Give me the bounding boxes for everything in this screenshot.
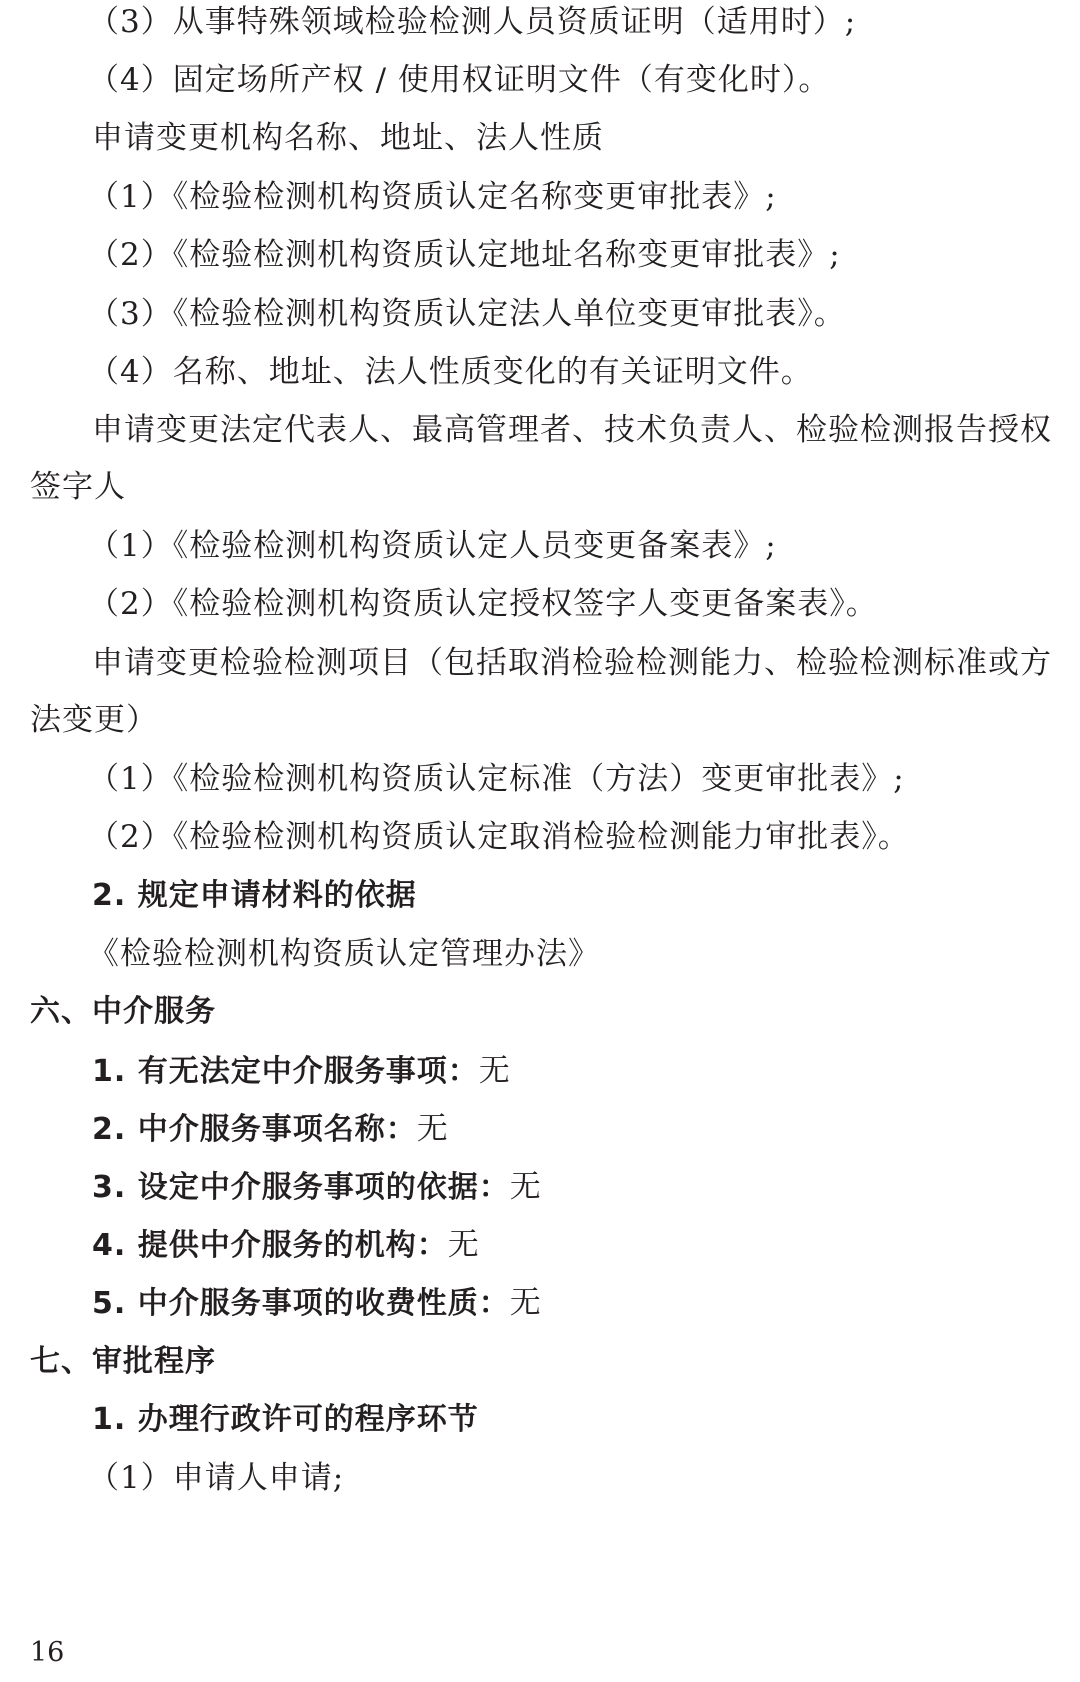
list-item (92, 1225, 480, 1266)
item-label: 5. 中介服务事项的收费性质： (92, 1286, 510, 1321)
text-line: （3）《检验检测机构资质认定法人单位变更审批表》。 (88, 296, 846, 332)
item-label: 3. 设定中介服务事项的依据： (92, 1170, 510, 1205)
text-line: 《检验检测机构资质认定管理办法》 (88, 936, 600, 972)
text-line: （2）《检验检测机构资质认定取消检验检测能力审批表》。 (88, 819, 910, 855)
item-label: 2. 中介服务事项名称： (92, 1112, 417, 1147)
item-value: 无 (509, 1169, 542, 1205)
item-value: 无 (447, 1227, 480, 1263)
list-item (92, 1167, 542, 1208)
item-value: 无 (416, 1111, 449, 1147)
text-line: 申请变更法定代表人、最高管理者、技术负责人、检验检测报告授权 (92, 412, 1052, 448)
item-label: 4. 提供中介服务的机构： (92, 1228, 448, 1263)
page-number: 16 (30, 1637, 65, 1668)
list-item (92, 1051, 511, 1092)
text-line: （4）名称、地址、法人性质变化的有关证明文件。 (88, 354, 813, 390)
text-line: （4）固定场所产权 / 使用权证明文件（有变化时）。 (88, 62, 831, 98)
subheading: 2. 规定申请材料的依据 (92, 878, 417, 913)
text-line: （3）从事特殊领域检验检测人员资质证明（适用时）; (88, 4, 857, 40)
text-line: （1）《检验检测机构资质认定标准（方法）变更审批表》; (88, 761, 905, 797)
item-value: 无 (478, 1053, 511, 1089)
section-heading: 六、中介服务 (30, 994, 216, 1029)
text-line: 签字人 (30, 469, 126, 505)
text-line: （1）《检验检测机构资质认定人员变更备案表》; (88, 528, 777, 564)
section-heading: 七、审批程序 (30, 1344, 216, 1379)
text-line: （1）申请人申请; (88, 1460, 345, 1496)
item-value: 无 (509, 1285, 542, 1321)
text-line: 申请变更检验检测项目（包括取消检验检测能力、检验检测标准或方 (92, 645, 1052, 681)
subheading: 1. 办理行政许可的程序环节 (92, 1402, 479, 1437)
text-line: 法变更） (30, 702, 158, 738)
list-item (92, 1109, 449, 1150)
item-label: 1. 有无法定中介服务事项： (92, 1054, 479, 1089)
list-item (92, 1283, 542, 1324)
text-line: 申请变更机构名称、地址、法人性质 (92, 120, 604, 156)
text-line: （2）《检验检测机构资质认定授权签字人变更备案表》。 (88, 586, 878, 622)
text-line: （1）《检验检测机构资质认定名称变更审批表》; (88, 179, 777, 215)
text-line: （2）《检验检测机构资质认定地址名称变更审批表》; (88, 237, 841, 273)
